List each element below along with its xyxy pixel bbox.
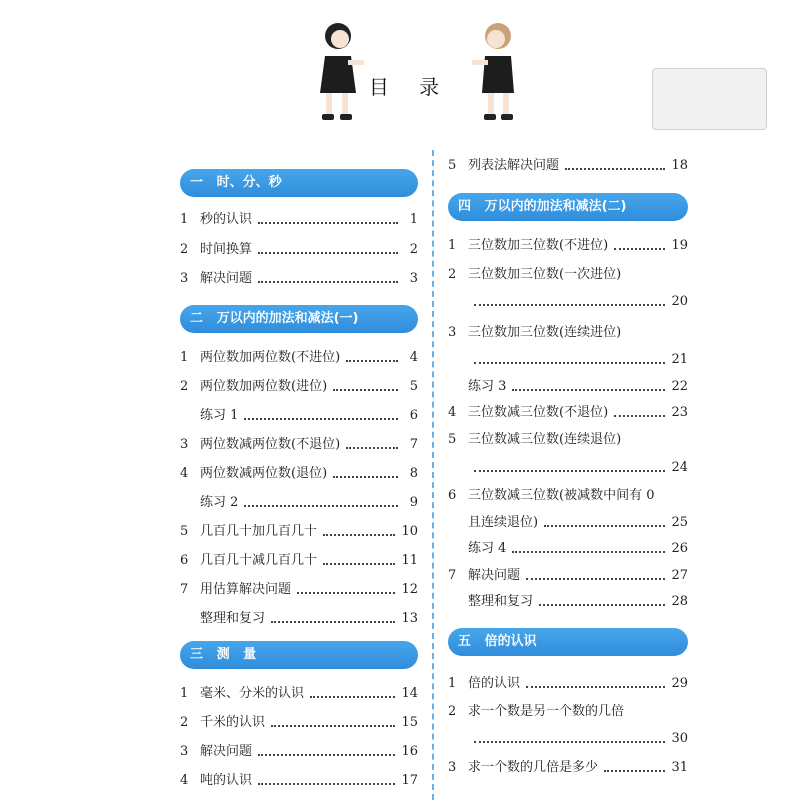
entry-page: 14 [401,686,418,701]
entry-page: 8 [409,466,418,481]
entry-page: 12 [401,582,418,597]
entry-number: 5 [448,432,457,447]
leader-dots [271,725,395,727]
leader-dots [258,783,395,785]
toc-entry[interactable] [180,548,418,570]
toc-entry[interactable] [448,400,688,422]
leader-dots [614,415,665,417]
leader-dots [474,304,665,306]
entry-number: 3 [180,744,189,759]
entry-number: 1 [448,676,457,691]
entry-page: 21 [671,352,688,367]
toc-entry-continuation[interactable] [448,726,688,748]
leader-dots [271,621,395,623]
entry-title: 求一个数的几倍是多少 [468,760,599,775]
leader-dots [512,389,665,391]
toc-entry[interactable] [180,432,418,454]
toc-header [300,8,520,128]
entry-page: 5 [409,379,418,394]
toc-entry[interactable] [448,153,688,175]
leader-dots [333,476,398,478]
entry-number: 3 [448,325,457,340]
entry-title: 千米的认识 [200,715,266,730]
leader-dots [244,418,398,420]
entry-page: 3 [409,271,418,286]
entry-page: 24 [671,460,688,475]
leader-dots [333,389,398,391]
entry-title: 练习 1 [200,408,239,423]
leader-dots [323,534,395,536]
toc-entry-continuation[interactable] [448,455,688,477]
toc-title: 目 录 [368,75,452,99]
toc-entry-continuation[interactable] [448,510,688,532]
toc-entry[interactable] [180,519,418,541]
entry-page: 16 [401,744,418,759]
leader-dots [544,525,665,527]
entry-title: 秒的认识 [200,212,253,227]
entry-title: 练习 2 [200,495,239,510]
entry-number: 1 [448,238,457,253]
entry-page: 13 [401,611,418,626]
entry-title: 两位数加两位数(进位) [200,379,328,394]
entry-number: 7 [180,582,189,597]
entry-title: 毫米、分米的认识 [200,686,305,701]
entry-number: 3 [180,437,189,452]
entry-number: 1 [180,350,189,365]
entry-title: 求一个数是另一个数的几倍 [468,704,625,719]
toc-entry[interactable] [448,589,688,611]
leader-dots [258,754,395,756]
leader-dots [258,252,398,254]
entry-title: 三位数减三位数(被减数中间有 0 [468,488,655,503]
scroll-banner [652,68,767,130]
toc-entry[interactable] [180,207,418,229]
entry-number: 6 [180,553,189,568]
entry-page: 1 [409,212,418,227]
entry-title: 整理和复习 [468,594,534,609]
toc-entry[interactable] [448,563,688,585]
toc-entry[interactable] [180,739,418,761]
entry-page: 2 [409,242,418,257]
entry-title: 练习 4 [468,541,507,556]
entry-title: 几百几十减几百几十 [200,553,318,568]
toc-entry[interactable] [180,606,418,628]
entry-page: 28 [671,594,688,609]
entry-page: 27 [671,568,688,583]
leader-dots [346,447,398,449]
entry-title: 且连续退位) [468,515,539,530]
entry-page: 31 [671,760,688,775]
entry-title: 用估算解决问题 [200,582,292,597]
entry-page: 7 [409,437,418,452]
entry-title: 两位数减两位数(退位) [200,466,328,481]
entry-page: 18 [671,158,688,173]
leader-dots [323,563,395,565]
leader-dots [297,592,395,594]
toc-entry[interactable] [448,536,688,558]
leader-dots [512,551,665,553]
entry-page: 6 [409,408,418,423]
leader-dots [614,248,665,250]
section-header-1[interactable]: 一 时、分、秒 [180,169,418,197]
toc-entry-continuation[interactable] [448,289,688,311]
entry-number: 4 [448,405,457,420]
toc-entry[interactable] [180,490,418,512]
entry-page: 29 [671,676,688,691]
entry-number: 2 [180,715,189,730]
entry-title: 解决问题 [468,568,521,583]
toc-entry[interactable] [448,699,688,721]
leader-dots [474,470,665,472]
entry-page: 20 [671,294,688,309]
toc-entry-continuation[interactable] [448,347,688,369]
entry-page: 17 [401,773,418,788]
entry-page: 23 [671,405,688,420]
toc-entry[interactable] [180,768,418,790]
entry-number: 4 [180,466,189,481]
entry-number: 2 [180,379,189,394]
boy-holding-scroll-illustration [468,18,528,128]
entry-page: 26 [671,541,688,556]
section-header-4[interactable]: 四 万以内的加法和减法(二) [448,193,688,221]
toc-entry[interactable] [448,320,688,342]
entry-title: 整理和复习 [200,611,266,626]
entry-page: 11 [401,553,418,568]
leader-dots [565,168,665,170]
toc-entry[interactable] [180,345,418,367]
entry-number: 6 [448,488,457,503]
entry-number: 7 [448,568,457,583]
leader-dots [310,696,395,698]
entry-page: 22 [671,379,688,394]
toc-entry[interactable] [448,427,688,449]
section-header-3[interactable]: 三 测 量 [180,641,418,669]
entry-title: 三位数减三位数(不退位) [468,405,609,420]
toc-entry[interactable] [448,755,688,777]
toc-entry[interactable] [448,483,688,505]
entry-page: 10 [401,524,418,539]
entry-number: 2 [180,242,189,257]
entry-number: 3 [448,760,457,775]
entry-number: 2 [448,267,457,282]
entry-title: 解决问题 [200,271,253,286]
entry-number: 5 [448,158,457,173]
leader-dots [526,686,665,688]
toc-entry[interactable] [448,233,688,255]
toc-entry[interactable] [180,577,418,599]
entry-number: 1 [180,212,189,227]
toc-entry[interactable] [180,266,418,288]
entry-number: 4 [180,773,189,788]
entry-page: 4 [409,350,418,365]
toc-entry[interactable] [180,461,418,483]
leader-dots [526,578,665,580]
leader-dots [346,360,398,362]
toc-entry[interactable] [448,262,688,284]
toc-entry[interactable] [448,671,688,693]
leader-dots [474,362,665,364]
toc-entry[interactable] [180,374,418,396]
leader-dots [604,770,665,772]
entry-title: 练习 3 [468,379,507,394]
entry-title: 三位数加三位数(一次进位) [468,267,622,282]
entry-title: 几百几十加几百几十 [200,524,318,539]
entry-title: 两位数减两位数(不退位) [200,437,341,452]
entry-page: 19 [671,238,688,253]
entry-title: 时间换算 [200,242,253,257]
section-header-2[interactable]: 二 万以内的加法和减法(一) [180,305,418,333]
entry-page: 30 [671,731,688,746]
leader-dots [539,604,665,606]
entry-page: 15 [401,715,418,730]
entry-number: 3 [180,271,189,286]
toc-entry[interactable] [180,403,418,425]
leader-dots [244,505,398,507]
leader-dots [258,222,398,224]
entry-number: 2 [448,704,457,719]
leader-dots [474,741,665,743]
entry-title: 倍的认识 [468,676,521,691]
entry-title: 列表法解决问题 [468,158,560,173]
entry-page: 25 [671,515,688,530]
column-divider [432,150,434,800]
toc-entry[interactable] [180,237,418,259]
entry-title: 三位数减三位数(连续退位) [468,432,622,447]
entry-title: 三位数加三位数(连续进位) [468,325,622,340]
section-header-5[interactable]: 五 倍的认识 [448,628,688,656]
toc-entry[interactable] [180,681,418,703]
entry-number: 1 [180,686,189,701]
entry-page: 9 [409,495,418,510]
entry-number: 5 [180,524,189,539]
leader-dots [258,281,398,283]
entry-title: 两位数加两位数(不进位) [200,350,341,365]
entry-title: 吨的认识 [200,773,253,788]
entry-title: 解决问题 [200,744,253,759]
toc-entry[interactable] [448,374,688,396]
entry-title: 三位数加三位数(不进位) [468,238,609,253]
toc-entry[interactable] [180,710,418,732]
